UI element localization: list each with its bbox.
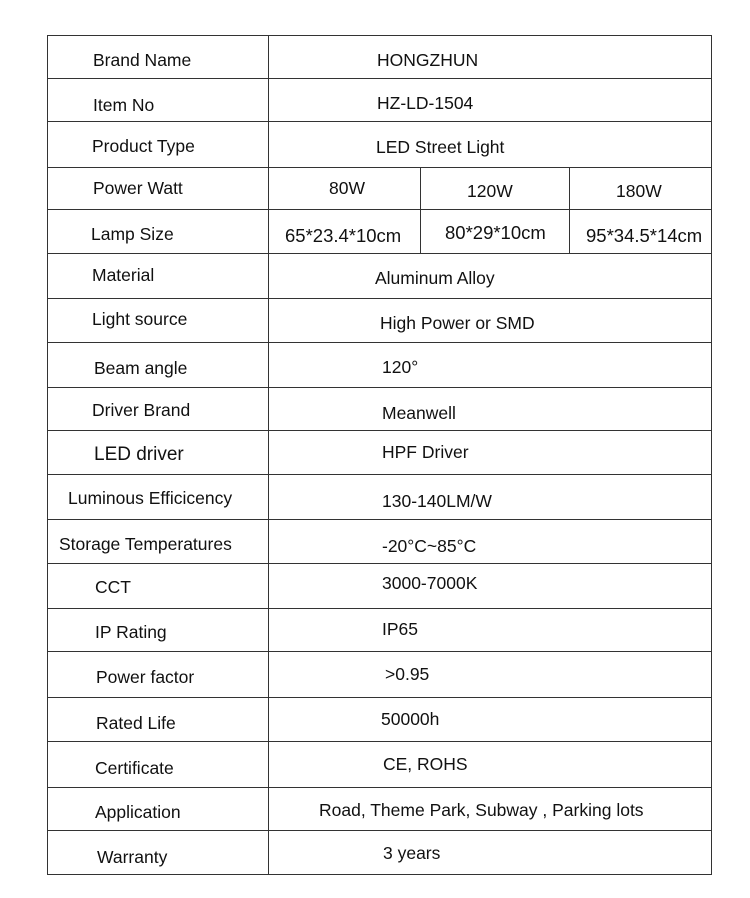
row-label-cell [48, 564, 269, 608]
table-row [48, 430, 711, 474]
row-label: Application [95, 802, 181, 822]
row-label: Rated Life [96, 713, 176, 733]
power-180w: 180W [616, 181, 662, 201]
row-value: LED Street Light [376, 137, 505, 157]
table-row [48, 474, 711, 519]
row-label: Luminous Efficicency [68, 488, 233, 508]
row-value-cell [269, 698, 711, 741]
row-value: -20°C~85°C [382, 536, 477, 556]
row-label-cell [48, 609, 269, 651]
table-row [48, 651, 711, 697]
row-value-cell [269, 254, 711, 298]
row-label: LED driver [94, 444, 184, 465]
row-label-cell [48, 79, 269, 121]
table-row [48, 830, 711, 875]
row-value-cell [269, 431, 711, 474]
row-value-cell [269, 564, 711, 608]
row-label-cell [48, 520, 269, 563]
row-value-cell [269, 831, 711, 874]
table-row [48, 519, 711, 563]
row-value-cell [269, 299, 711, 342]
size-120w: 80*29*10cm [445, 222, 546, 243]
row-value-cell [269, 520, 711, 563]
row-label: CCT [95, 577, 131, 597]
row-value: 3 years [383, 843, 441, 863]
row-label: Light source [92, 309, 188, 329]
row-value: 3000-7000K [382, 573, 478, 593]
row-label-cell [48, 343, 269, 387]
row-label: Certificate [95, 758, 174, 778]
row-value: 130-140LM/W [382, 491, 492, 511]
row-label: Product Type [92, 136, 195, 156]
row-value-cell [269, 79, 711, 121]
table-row [48, 342, 711, 387]
table-row [48, 608, 711, 651]
row-value-cell [269, 742, 711, 787]
row-value-cell [269, 788, 711, 830]
table-row [48, 167, 711, 209]
row-label-cell [48, 299, 269, 342]
row-value: >0.95 [385, 664, 430, 684]
table-row [48, 563, 711, 608]
table-row [48, 253, 711, 298]
row-value-cell [269, 168, 711, 209]
row-label-cell [48, 698, 269, 741]
row-value-cell [269, 652, 711, 697]
row-value: 120° [382, 357, 419, 377]
row-label: Storage Temperatures [59, 534, 232, 554]
table-row [48, 741, 711, 787]
row-label-cell [48, 431, 269, 474]
row-label: Material [92, 265, 155, 285]
spec-table [47, 35, 712, 875]
row-label: Power Watt [93, 178, 183, 198]
row-label-cell [48, 388, 269, 430]
row-value: High Power or SMD [380, 313, 535, 333]
row-label-cell [48, 210, 269, 253]
row-label-cell [48, 788, 269, 830]
row-label-cell [48, 742, 269, 787]
row-label-cell [48, 652, 269, 697]
row-value-cell [269, 210, 711, 253]
power-120w: 120W [467, 181, 513, 201]
row-value: Meanwell [382, 403, 456, 423]
row-label: Item No [93, 95, 155, 115]
table-row [48, 787, 711, 830]
row-value: IP65 [382, 619, 418, 639]
row-value-cell [269, 388, 711, 430]
row-value-cell [269, 609, 711, 651]
row-label: Driver Brand [92, 400, 191, 420]
row-label-cell [48, 168, 269, 209]
table-row [48, 78, 711, 121]
row-label: Brand Name [93, 50, 192, 70]
row-label-cell [48, 831, 269, 874]
row-label: Beam angle [94, 358, 188, 378]
row-label-cell [48, 475, 269, 519]
size-80w: 65*23.4*10cm [285, 225, 402, 246]
row-value: Road, Theme Park, Subway , Parking lots [319, 800, 644, 820]
table-row [48, 35, 711, 78]
row-value: 50000h [381, 709, 440, 729]
power-80w: 80W [329, 178, 365, 198]
table-row [48, 387, 711, 430]
row-label: Warranty [97, 847, 168, 867]
row-value-cell [269, 122, 711, 167]
table-row [48, 697, 711, 741]
table-row [48, 209, 711, 253]
row-value-cell [269, 36, 711, 78]
row-value: Aluminum Alloy [375, 268, 495, 288]
row-label-cell [48, 254, 269, 298]
row-value-cell [269, 475, 711, 519]
row-value: HONGZHUN [377, 50, 479, 70]
row-value: HPF Driver [382, 442, 469, 462]
row-label: Lamp Size [91, 224, 174, 244]
row-value: HZ-LD-1504 [377, 93, 474, 113]
row-label-cell [48, 36, 269, 78]
size-180w: 95*34.5*14cm [586, 225, 703, 246]
table-row [48, 121, 711, 167]
row-label-cell [48, 122, 269, 167]
row-label: Power factor [96, 667, 195, 687]
row-value-cell [269, 343, 711, 387]
row-label: IP Rating [95, 622, 167, 642]
row-value: CE, ROHS [383, 754, 468, 774]
table-row [48, 298, 711, 342]
